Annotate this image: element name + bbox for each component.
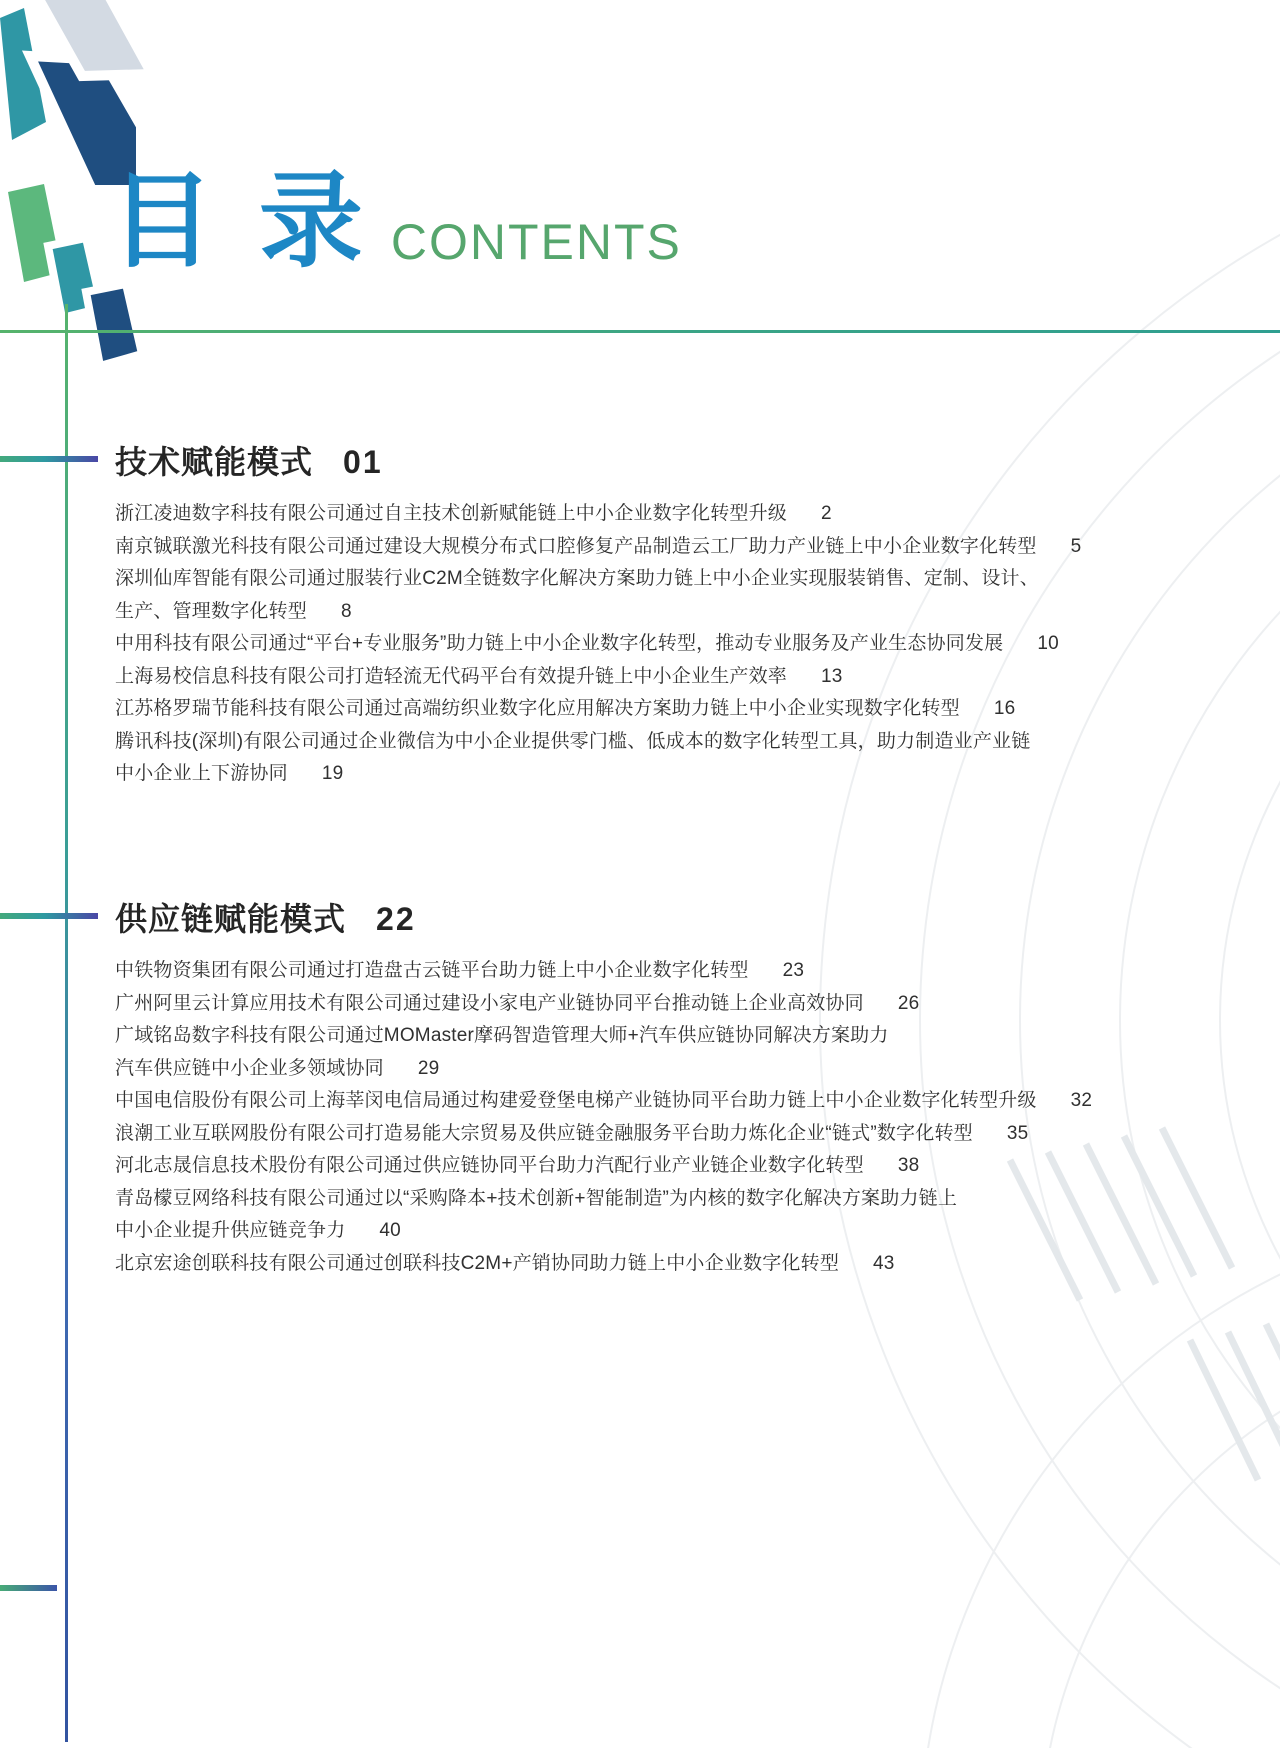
toc-entry: 浙江凌迪数字科技有限公司通过自主技术创新赋能链上中小企业数字化转型升级 2 [115,503,832,524]
entry-page-number: 40 [379,1220,401,1241]
section-heading-text: 技术赋能模式 [115,444,314,480]
entry-page-number: 2 [821,503,832,524]
top-horizontal-rule [0,330,1280,333]
entry-page-number: 35 [1006,1122,1029,1144]
section-page-number: 22 [376,901,416,937]
section-page-number: 01 [343,444,383,480]
entry-page-number: 38 [897,1155,920,1176]
section-heading [115,441,1195,483]
entry-page-number: 16 [993,698,1016,719]
page-title [110,164,682,280]
toc-entry: 青岛檬豆网络科技有限公司通过以“采购降本+技术创新+智能制造”为内核的数字化解决方案助力链上 [115,1187,958,1209]
toc-entry: 江苏格罗瑞节能科技有限公司通过高端纺织业数字化应用解决方案助力链上中小企业实现数字化转型 16 [115,698,1016,719]
toc-entry: 南京铖联激光科技有限公司通过建设大规模分布式口腔修复产品制造云工厂助力产业链上中小企业数字化转型 5 [115,535,1082,557]
section-2-tick [0,913,98,919]
toc-entry: 广州阿里云计算应用技术有限公司通过建设小家电产业链协同平台推动链上企业高效协同 26 [115,992,920,1014]
toc-entry: 腾讯科技(深圳)有限公司通过企业微信为中小企业提供零门槛、低成本的数字化转型工具，助力制造业产业链 [115,730,1031,752]
toc-entry: 广域铭岛数字科技有限公司通过MOMaster摩码智造管理大师+汽车供应链协同解决方案助力 [115,1025,889,1046]
section-1-tick [0,456,98,462]
toc-entry: 河北志晟信息技术股份有限公司通过供应链协同平台助力汽配行业产业链企业数字化转型 38 [115,1155,920,1176]
title-english: CONTENTS [390,214,682,271]
entry-page-number: 43 [873,1252,895,1274]
toc-entry-list [115,498,1195,791]
entry-page-number: 13 [821,665,843,687]
entry-page-number: 8 [341,600,352,622]
entry-page-number: 5 [1070,535,1082,557]
toc-entry: 汽车供应链中小企业多领域协同 29 [115,1057,440,1079]
section-technology-empowerment [115,441,1195,791]
toc-entry: 上海易校信息科技有限公司打造轻流无代码平台有效提升链上中小企业生产效率 13 [115,665,843,687]
toc-entry: 北京宏途创联科技有限公司通过创联科技C2M+产销协同助力链上中小企业数字化转型 43 [115,1252,895,1274]
toc-entry: 深圳仙库智能有限公司通过服装行业C2M全链数字化解决方案助力链上中小企业实现服装销售、定制、设计、 [115,568,1039,589]
toc-entry: 中小企业上下游协同 19 [115,763,344,784]
toc-entry: 生产、管理数字化转型 8 [115,600,352,622]
toc-entry-list [115,955,1195,1280]
toc-entry: 中小企业提升供应链竞争力 40 [115,1220,401,1241]
toc-entry: 浪潮工业互联网股份有限公司打造易能大宗贸易及供应链金融服务平台助力炼化企业“链式”数字化转型 35 [115,1122,1029,1144]
bottom-left-tick [0,1585,57,1591]
logo-stripe-blue-lower [86,284,142,366]
section-heading-text: 供应链赋能模式 [115,901,347,937]
toc-entry: 中国电信股份有限公司上海莘闵电信局通过构建爱登堡电梯产业链协同平台助力链上中小企业数字化转型升级 32 [115,1090,1093,1111]
left-vertical-rule [65,304,68,1742]
entry-page-number: 23 [782,960,805,981]
section-heading [115,898,1195,940]
entry-page-number: 10 [1037,633,1059,654]
section-supply-chain-empowerment [115,898,1195,1280]
entry-page-number: 29 [417,1057,440,1079]
toc-entry: 中用科技有限公司通过“平台+专业服务”助力链上中小企业数字化转型，推动专业服务及产业生态协同发展 10 [115,633,1059,654]
entry-page-number: 19 [321,763,344,784]
entry-page-number: 26 [897,992,920,1014]
toc-entry: 中铁物资集团有限公司通过打造盘古云链平台助力链上中小企业数字化转型 23 [115,960,805,981]
title-chinese: 目 录 [110,164,371,280]
entry-page-number: 32 [1070,1090,1093,1111]
